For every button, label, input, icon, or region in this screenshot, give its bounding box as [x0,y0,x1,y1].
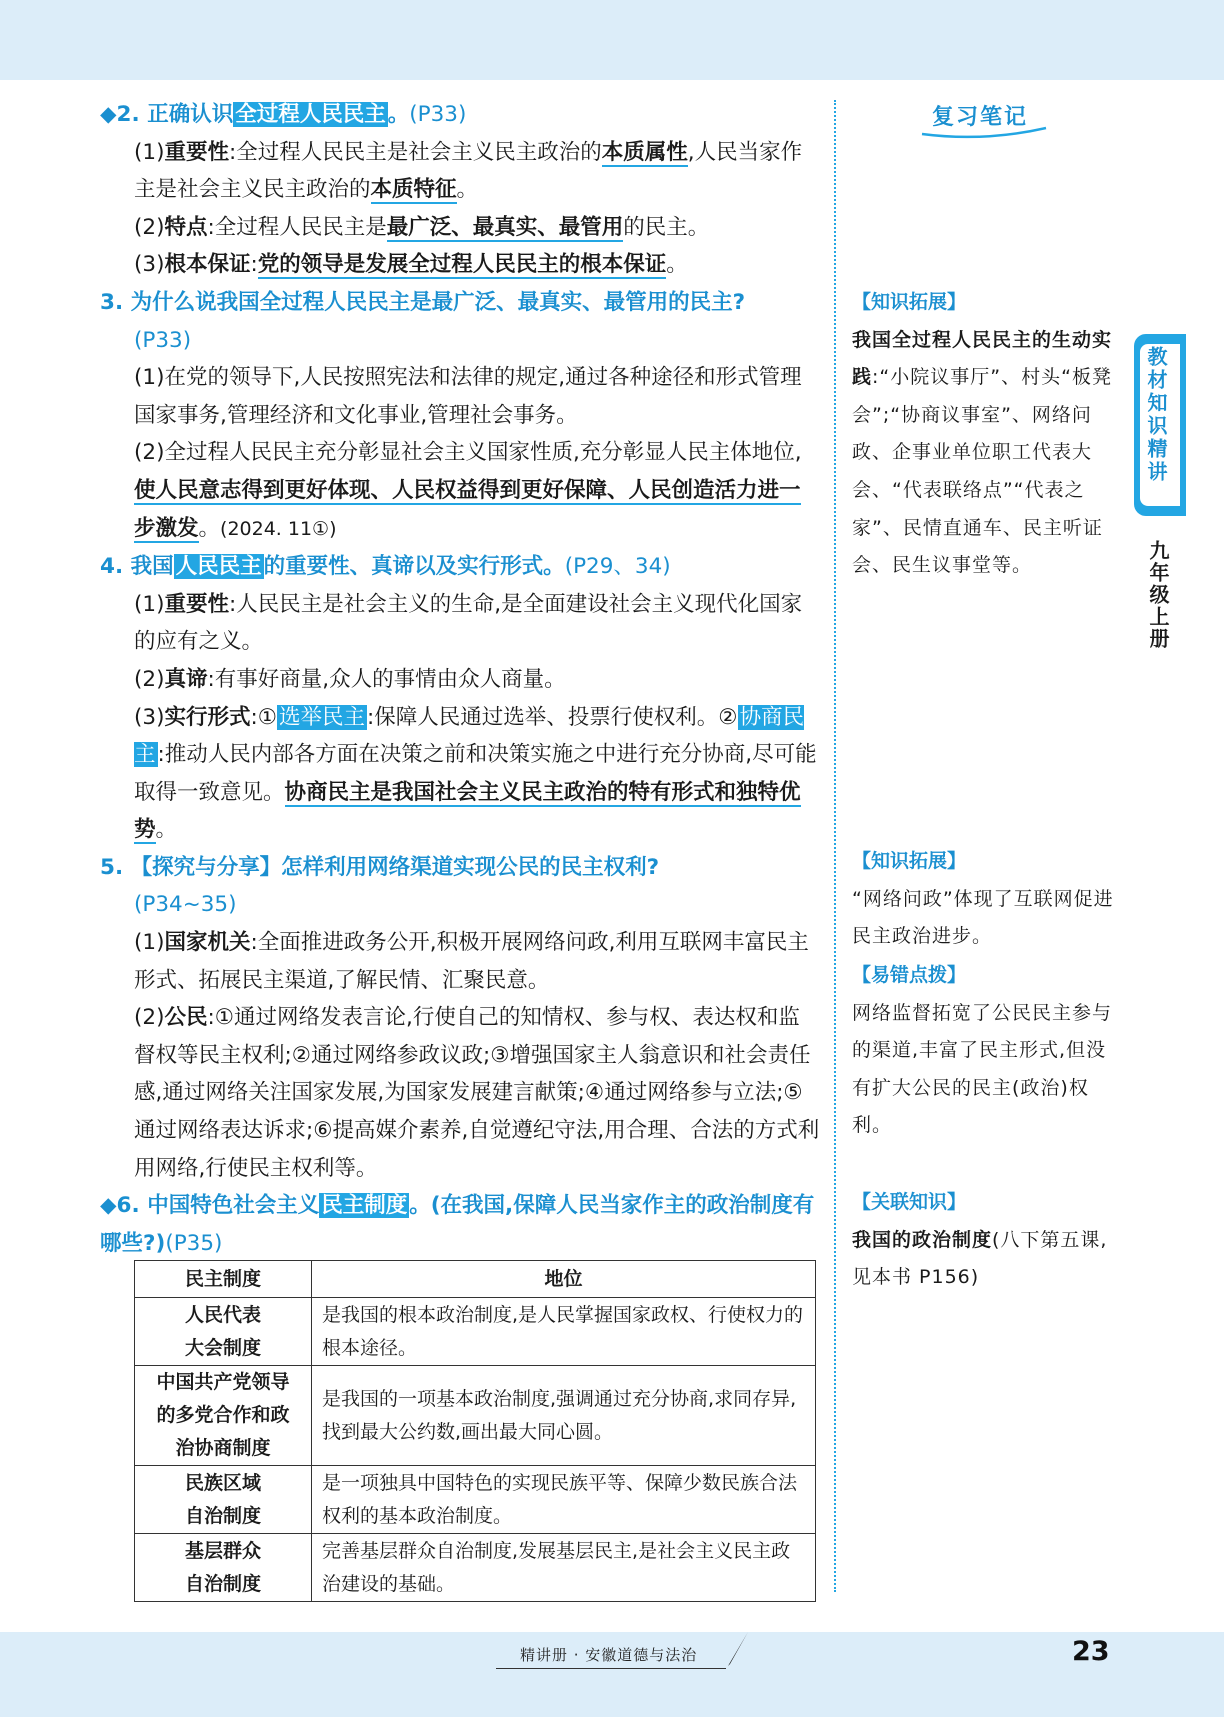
pen-icon [722,1630,752,1670]
side-note-2: 【知识拓展】 “网络问政”体现了互联网促进民主政治进步。 [852,850,1114,948]
table-header-row [135,1261,816,1298]
q3-ref: (P33) [134,327,192,353]
table-row [135,1534,816,1602]
footer-title: 精讲册 · 安徽道德与法治 [520,1646,698,1664]
question-5-heading: 5. 【探究与分享】怎样利用网络渠道实现公民的民主权利? [100,854,660,880]
q3-point-1: (1)在党的领导下,人民按照宪法和法律的规定,通过各种途径和形式管理国家事务,管理经济和文化事业,管理社会事务。 [134,365,802,428]
table-cell-status: 是一项独具中国特色的实现民族平等、保障少数民族合法权利的基本政治制度。 [312,1466,816,1534]
side-note-1: 【知识拓展】 我国全过程人民民主的生动实践:“小院议事厅”、村头“板凳会”;“协商议事室”、网络问政、企事业单位职工代表大会、“代表联络点”“代表之家”、民情直通车、民主听证会、民生议事堂等。 [852,291,1113,577]
footer-line [496,1668,726,1669]
democratic-system-table [134,1260,816,1602]
q4-point-2: (2)真谛:有事好商量,众人的事情由众人商量。 [134,666,566,692]
table-cell-system: 人民代表 大会制度 [135,1298,312,1366]
side-note-4: 【关联知识】 我国的政治制度(八下第五课,见本书 P156) [852,1191,1108,1289]
question-2-heading: ◆2. 正确认识全过程人民民主。(P33) [100,102,467,127]
top-band [0,0,1224,80]
column-divider [834,100,836,1592]
table-row [135,1298,816,1366]
main-column [100,96,820,1262]
table-header: 地位 [312,1261,816,1298]
table-cell-status: 是我国的根本政治制度,是人民掌握国家政权、行使权力的根本途径。 [312,1298,816,1366]
table-cell-status: 是我国的一项基本政治制度,强调通过充分协商,求同存异,找到最大公约数,画出最大同心圆。 [312,1366,816,1466]
table-cell-status: 完善基层群众自治制度,发展基层民主,是社会主义民主政治建设的基础。 [312,1534,816,1602]
q2-point-2: (2)特点:全过程人民民主是最广泛、最真实、最管用的民主。 [134,214,710,240]
q5-ref: (P34~35) [134,892,237,918]
table-cell-system: 基层群众 自治制度 [135,1534,312,1602]
q5-point-1: (1)国家机关:全面推进政务公开,积极开展网络问政,利用互联网丰富民主形式、拓展民主渠道,了解民情、汇聚民意。 [134,930,809,993]
q4-point-3: (3)实行形式:①选举民主:保障人民通过选举、投票行使权利。②协商民主:推动人民内部各方面在决策之前和决策实施之中进行充分协商,尽可能取得一致意见。协商民主是我国社会主义民主政治的特有形式和独特优势。 [134,704,817,843]
table-cell-system: 民族区域 自治制度 [135,1466,312,1534]
swoosh-icon [918,124,1050,142]
table-row [135,1366,816,1466]
question-6-heading: ◆6. 中国特色社会主义民主制度。(在我国,保障人民当家作主的政治制度有哪些?)(P35) [100,1193,815,1256]
page-number: 23 [1072,1636,1110,1667]
q2-point-3: (3)根本保证:党的领导是发展全过程人民民主的根本保证。 [134,252,688,278]
q2-point-1: (1)重要性:全过程人民民主是社会主义民主政治的本质属性,人民当家作主是社会主义民主政治的本质特征。 [134,139,803,203]
q4-point-1: (1)重要性:人民民主是社会主义的生命,是全面建设社会主义现代化国家的应有之义。 [134,591,803,655]
q3-point-2: (2)全过程人民民主充分彰显社会主义国家性质,充分彰显人民主体地位,使人民意志得到更好体现、人民权益得到更好保障、人民创造活力进一步激发。(2024. 11①) [134,440,802,541]
question-4-heading: 4. 我国人民民主的重要性、真谛以及实行形式。(P29、34) [100,554,671,580]
question-3-heading: 3. 为什么说我国全过程人民民主是最广泛、最真实、最管用的民主? [100,289,746,315]
table-header: 民主制度 [135,1261,312,1298]
section-tab: 教材知识精讲 [1134,334,1186,516]
q5-point-2: (2)公民:①通过网络发表言论,行使自己的知情权、参与权、表达权和监督权等民主权利;②通过网络参政议政;③增强国家主人翁意识和社会责任感,通过网络关注国家发展,为国家发展建言献策;④通过网络参与立法;⑤通过网络表达诉求;⑥提高媒介素养,自觉遵纪守法,用合理、合法的方式利用网络,行使民主权利等。 [134,1005,820,1181]
table-cell-system: 中国共产党领导 的多党合作和政 治协商制度 [135,1366,312,1466]
review-notes-label: 复习笔记 [918,98,1050,140]
table-row [135,1466,816,1534]
grade-label: 九年级上册 [1146,540,1170,650]
side-note-3: 【易错点拨】 网络监督拓宽了公民民主参与的渠道,丰富了民主形式,但没有扩大公民的民主(政治)权利。 [852,964,1113,1137]
